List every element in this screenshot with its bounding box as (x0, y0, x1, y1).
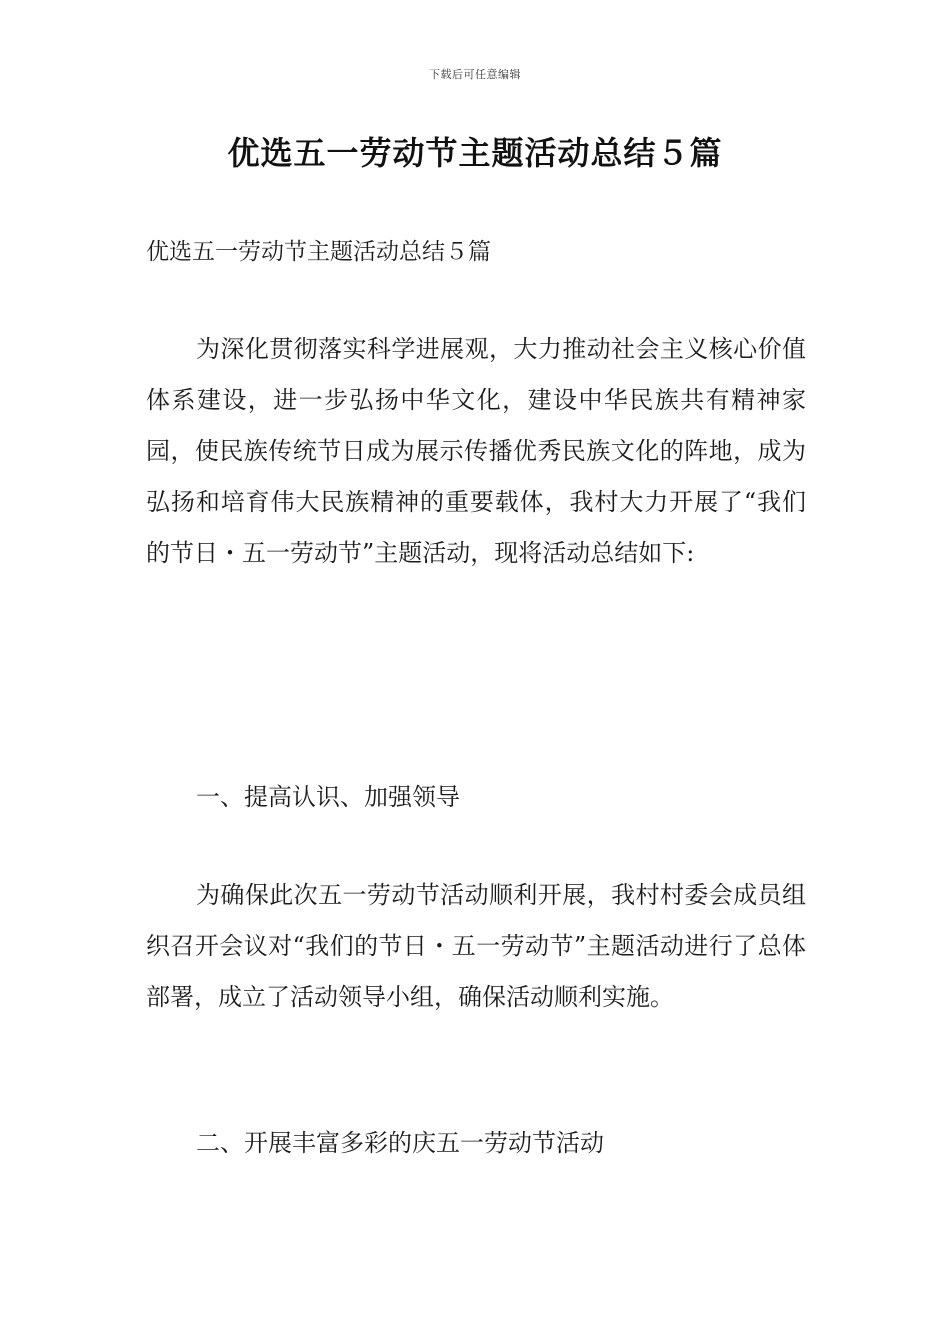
document-title: 优选五一劳动节主题活动总结５篇 (227, 134, 723, 172)
section-1-paragraph: 为确保此次五一劳动节活动顺利开展，我村村委会成员组织召开会议对“我们的节日・五一劳动节”主题活动进行了总体部署，成立了活动领导小组，确保活动顺利实施。 (146, 881, 806, 1011)
section-heading-2: 二、开展丰富多彩的庆五一劳动节活动 (196, 1129, 604, 1157)
header-note: 下载后可任意编辑 (429, 68, 521, 81)
intro-paragraph: 为深化贯彻落实科学进展观，大力推动社会主义核心价值体系建设，进一步弘扬中华文化，建设中华民族共有精神家园，使民族传统节日成为展示传播优秀民族文化的阵地，成为弘扬和培育伟大民族精神的重要载体，我村大力开展了“我们的节日・五一劳动节”主题活动，现将活动总结如下: (146, 335, 806, 567)
section-heading-1: 一、提高认识、加强领导 (196, 783, 460, 811)
document-subtitle: 优选五一劳动节主题活动总结５篇 (146, 239, 491, 265)
